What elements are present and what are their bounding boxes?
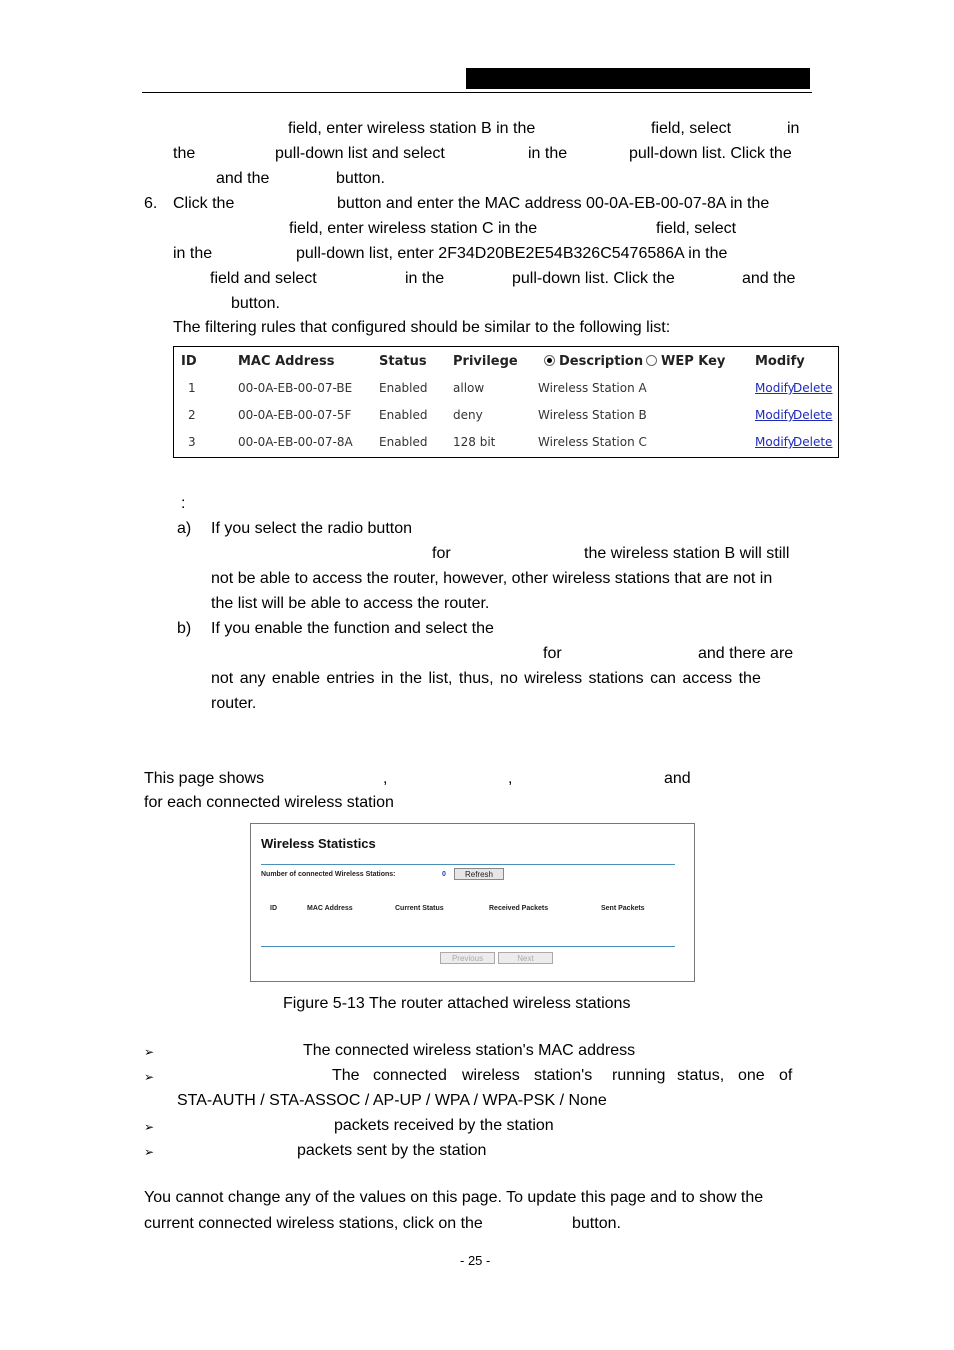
text-line: field and select: [210, 270, 317, 287]
cell-privilege: allow: [453, 381, 485, 395]
text-line: field, select: [651, 120, 732, 137]
column-header-mac: MAC Address: [238, 354, 335, 369]
text-line: packets received by the station: [334, 1117, 554, 1134]
text-line: The filtering rules that configured should be similar to the following list:: [173, 319, 671, 336]
column-header-description: [544, 354, 643, 369]
mac-filter-table: [173, 346, 839, 458]
column-header-privilege: Privilege: [453, 354, 518, 369]
cell-description: Wireless Station C: [538, 435, 647, 449]
text-line: pull-down list. Click the: [629, 145, 792, 162]
text-line: for each connected wireless station: [144, 794, 394, 811]
text-line: The: [332, 1067, 360, 1084]
text-line: You cannot change any of the values on this page. To update this page and to show the: [144, 1189, 764, 1206]
note-colon: :: [181, 495, 186, 512]
text-line: This page shows: [144, 770, 265, 787]
description-radio-label: Description: [559, 354, 644, 369]
station-count-label: Number of connected Wireless Stations:: [261, 871, 396, 878]
text-line: connected: [373, 1067, 447, 1084]
text-line: station's: [534, 1067, 593, 1084]
text-line: button.: [231, 295, 280, 312]
text-line: and the: [216, 170, 270, 187]
figure-caption: Figure 5-13 The router attached wireless stations: [283, 995, 631, 1012]
text-line: for: [432, 545, 451, 562]
list-marker: b): [177, 620, 192, 637]
text-line: pull-down list and select: [275, 145, 445, 162]
text-line: in: [787, 120, 800, 137]
modify-link[interactable]: Modify: [755, 435, 795, 449]
column-header-wep: [646, 354, 725, 369]
text-line: of: [779, 1067, 793, 1084]
wep-key-radio[interactable]: [646, 355, 657, 366]
cell-status: Enabled: [379, 408, 428, 422]
cell-id: 1: [188, 381, 196, 395]
cell-privilege: 128 bit: [453, 435, 496, 449]
column-header-id: ID: [181, 354, 197, 369]
bullet-icon: ➢: [144, 1045, 155, 1059]
text-line: pull-down list, enter 2F34D20BE2E54B326C5476586A in the: [296, 245, 728, 262]
panel-title: Wireless Statistics: [261, 836, 376, 851]
text-line: not any enable entries in the list, thus, no wireless stations can access the: [211, 670, 761, 687]
next-button[interactable]: Next: [498, 952, 553, 964]
column-header-received: Received Packets: [489, 905, 549, 912]
text-line: If you enable the function and select the: [211, 620, 494, 637]
text-line: field, enter wireless station C in the: [289, 220, 538, 237]
header-rule: [142, 92, 812, 93]
text-line: button.: [336, 170, 385, 187]
bullet-icon: ➢: [144, 1145, 155, 1159]
column-header-mac: MAC Address: [307, 905, 353, 912]
divider: [261, 864, 675, 865]
text-line: the: [173, 145, 196, 162]
text-line: The connected wireless station's MAC address: [303, 1042, 636, 1059]
refresh-button[interactable]: Refresh: [454, 868, 504, 880]
column-header-modify: Modify: [755, 354, 805, 369]
description-radio[interactable]: [544, 355, 555, 366]
cell-mac: 00-0A-EB-00-07-8A: [238, 435, 353, 449]
list-marker: a): [177, 520, 192, 537]
cell-description: Wireless Station A: [538, 381, 647, 395]
text-line: not be able to access the router, however, other wireless stations that are not in: [211, 570, 773, 587]
delete-link[interactable]: Delete: [793, 435, 833, 449]
text-line: current connected wireless stations, click on the: [144, 1215, 483, 1232]
text-line: and: [664, 770, 691, 787]
text-line: in the: [173, 245, 213, 262]
text-line: the wireless station B will still: [584, 545, 790, 562]
text-line: and there are: [698, 645, 794, 662]
text-line: button and enter the MAC address 00-0A-EB-00-07-8A in the: [337, 195, 770, 212]
text-line: one: [738, 1067, 765, 1084]
text-line: If you select the radio button: [211, 520, 413, 537]
delete-link[interactable]: Delete: [793, 408, 833, 422]
text-line: STA-AUTH / STA-ASSOC / AP-UP / WPA / WPA-PSK / None: [177, 1092, 607, 1109]
column-header-status: Current Status: [395, 905, 444, 912]
cell-status: Enabled: [379, 435, 428, 449]
text-line: packets sent by the station: [297, 1142, 487, 1159]
text-line: pull-down list. Click the: [512, 270, 675, 287]
text-line: ,: [383, 770, 388, 787]
text-line: wireless: [462, 1067, 520, 1084]
header-bar: [466, 68, 810, 89]
cell-id: 2: [188, 408, 196, 422]
modify-link[interactable]: Modify: [755, 381, 795, 395]
column-header-id: ID: [270, 905, 277, 912]
column-header-status: Status: [379, 354, 427, 369]
text-line: ,: [508, 770, 513, 787]
text-line: router.: [211, 695, 257, 712]
text-line: the list will be able to access the router.: [211, 595, 490, 612]
column-header-sent: Sent Packets: [601, 905, 645, 912]
cell-mac: 00-0A-EB-00-07-BE: [238, 381, 353, 395]
text-line: for: [543, 645, 562, 662]
text-line: Click the: [173, 195, 235, 212]
bullet-icon: ➢: [144, 1070, 155, 1084]
previous-button[interactable]: Previous: [440, 952, 495, 964]
text-line: running: [612, 1067, 666, 1084]
text-line: and the: [742, 270, 796, 287]
wireless-statistics-panel: [250, 823, 695, 982]
page-number: - 25 -: [460, 1253, 491, 1268]
step-number: 6.: [144, 195, 158, 212]
text-line: status,: [677, 1067, 725, 1084]
cell-id: 3: [188, 435, 196, 449]
cell-privilege: deny: [453, 408, 483, 422]
cell-description: Wireless Station B: [538, 408, 647, 422]
delete-link[interactable]: Delete: [793, 381, 833, 395]
cell-mac: 00-0A-EB-00-07-5F: [238, 408, 352, 422]
divider: [261, 946, 675, 947]
cell-status: Enabled: [379, 381, 428, 395]
text-line: field, select: [656, 220, 737, 237]
text-line: button.: [572, 1215, 621, 1232]
text-line: in the: [405, 270, 445, 287]
wep-key-radio-label: WEP Key: [661, 354, 726, 369]
modify-link[interactable]: Modify: [755, 408, 795, 422]
bullet-icon: ➢: [144, 1120, 155, 1134]
station-count-value: 0: [442, 871, 446, 878]
text-line: in the: [528, 145, 568, 162]
text-line: field, enter wireless station B in the: [288, 120, 536, 137]
